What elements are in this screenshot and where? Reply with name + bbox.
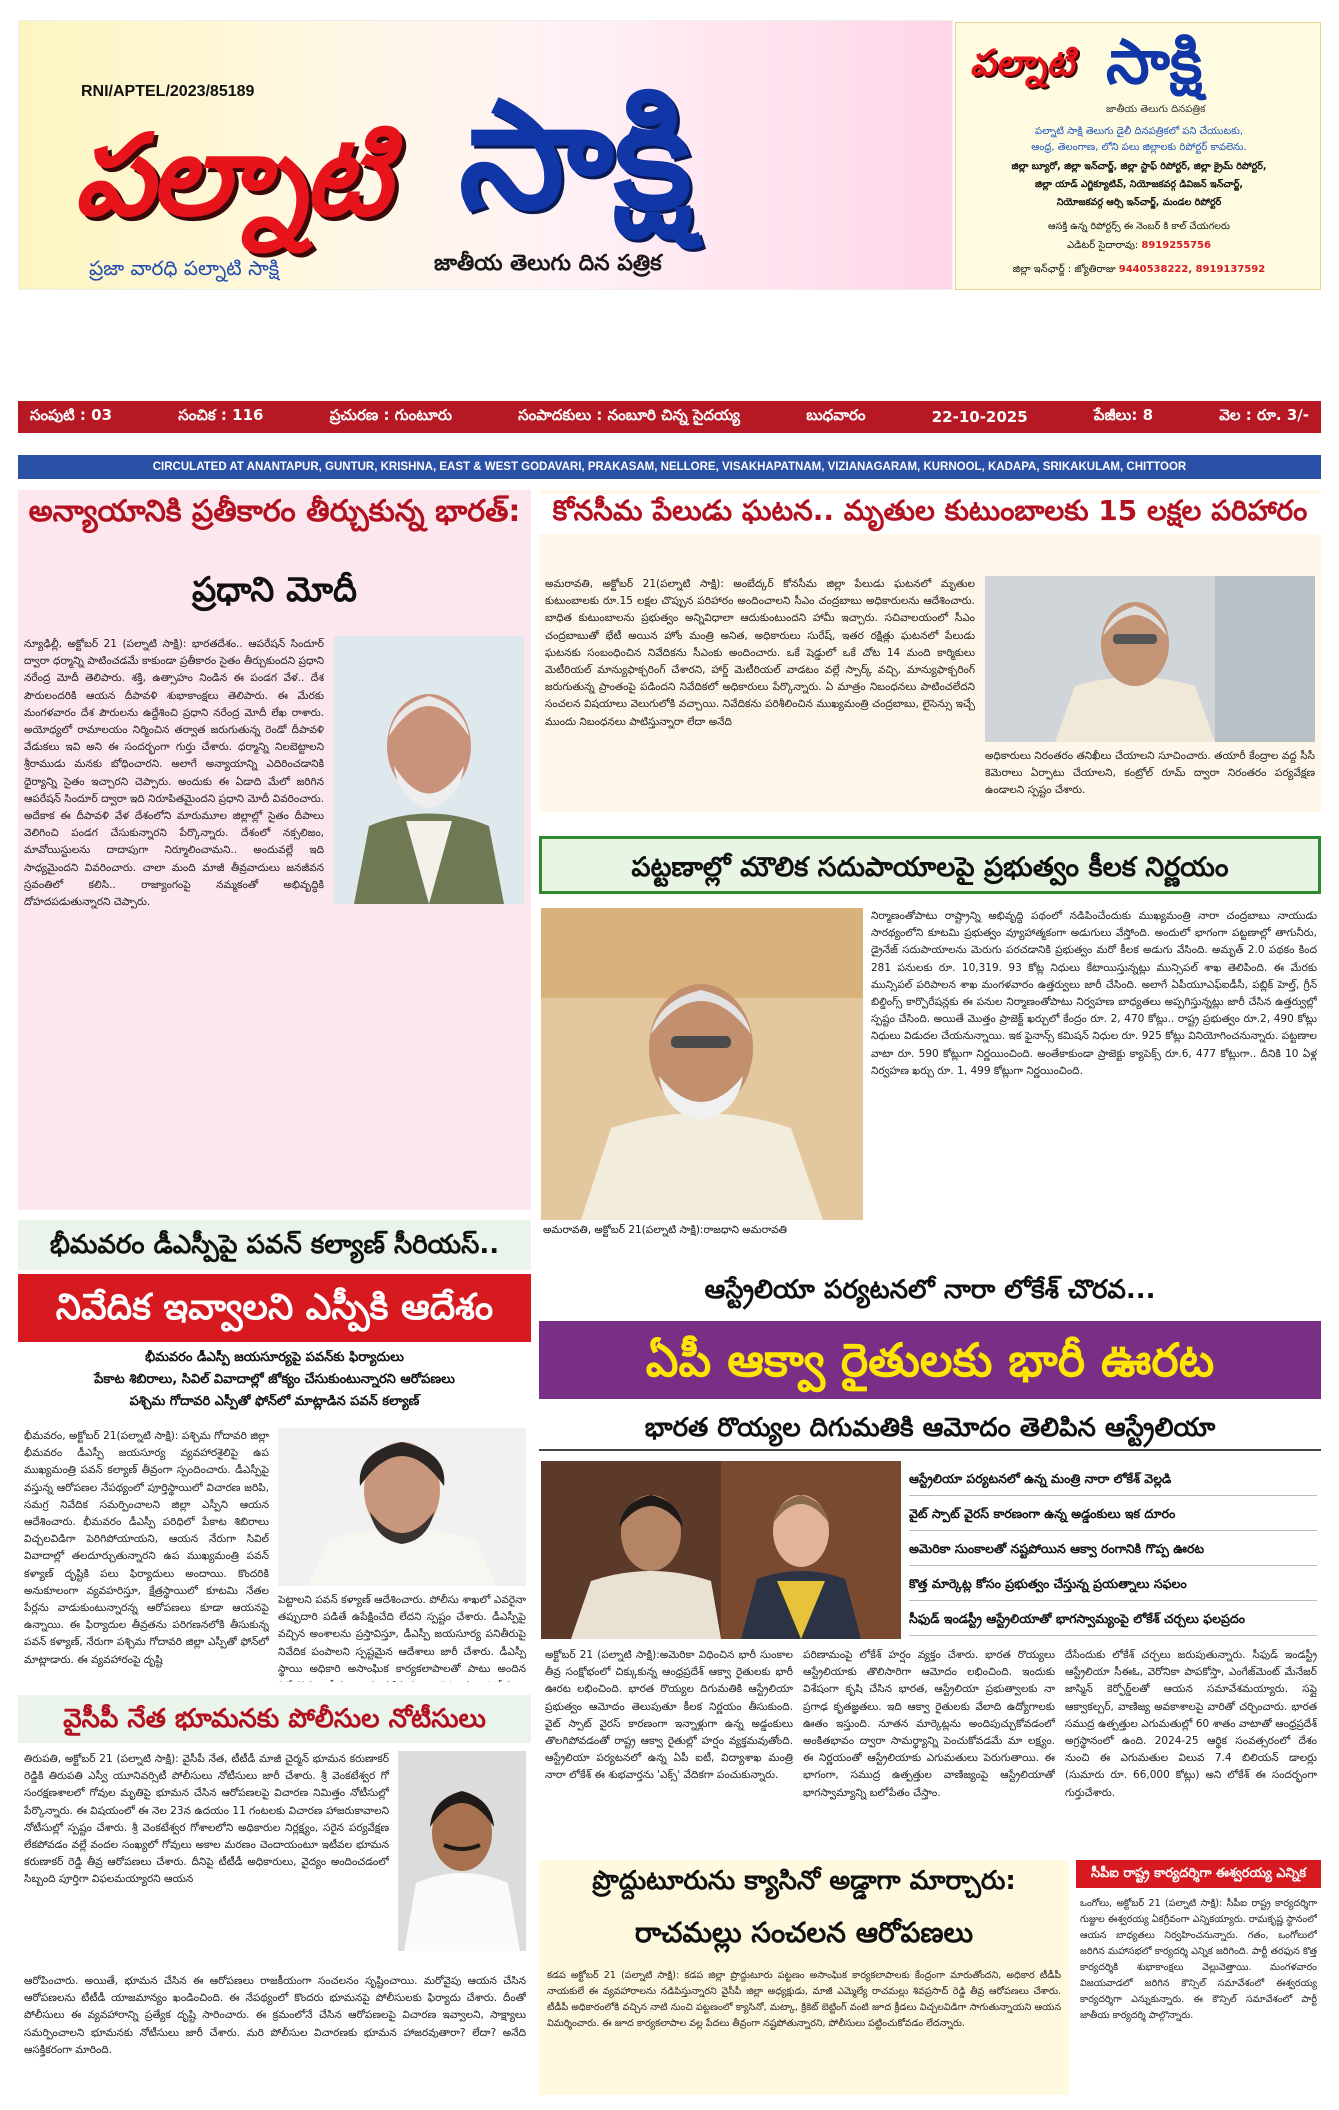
pawan-photo [278, 1428, 526, 1586]
info-bar [18, 401, 1321, 433]
ad-subtitle: జాతీయ తెలుగు దినపత్రిక [1106, 104, 1206, 115]
article-towns [539, 836, 1321, 1256]
bhumana-headline: వైసీపీ నేత భూమనకు పోలీసుల నోటీసులు [18, 1695, 531, 1743]
australia-bullet-3: అమెరికా సుంకాలతో నష్టపోయిన ఆక్వా రంగానికి గొప్ప ఊరట [909, 1541, 1317, 1566]
chandrababu-portrait-image [985, 576, 1315, 742]
pawan-headline-2: నివేదిక ఇవ్వాలని ఎస్పీకి ఆదేశం [18, 1274, 531, 1342]
bhumana-portrait-image [398, 1751, 526, 1951]
konaseema-headline: కోనసీమ పేలుడు ఘటన.. మృతుల కుటుంబాలకు 15 లక్షల పరిహారం [539, 494, 1321, 534]
info-place: ప్రచురణ : గుంటూరు [329, 406, 452, 424]
ad-line-3: జిల్లా బ్యూరో, జిల్లా ఇన్‌చార్జ్, జిల్లా స్టాఫ్ రిపోర్టర్, జిల్లా క్రైమ్ రిపోర్టర్, [1011, 161, 1267, 172]
cpi-headline: సీపీఐ రాష్ట్ర కార్యదర్శిగా ఈశ్వరయ్య ఎన్నిక [1076, 1860, 1321, 1888]
ad-line-1: పల్నాటి సాక్షి తెలుగు డైలీ దినపత్రికలో పని చేయుటకు, [1034, 126, 1244, 137]
article-pawan [18, 1220, 531, 1685]
info-date: 22-10-2025 [931, 408, 1028, 426]
chandrababu-speaking-image [541, 908, 863, 1220]
modi-portrait-image [334, 636, 524, 904]
proddatur-headline-1: ప్రొద్దుటూరును క్యాసినో అడ్డాగా మార్చారు: [592, 1866, 1016, 1896]
ad-line-2: ఆంధ్ర, తెలంగాణ, లోని పలు జిల్లాలకు రిపోర్టర్ కావలెను. [1031, 142, 1247, 153]
towns-headline: పట్టణాల్లో మౌలిక సదుపాయాలపై ప్రభుత్వం కీలక నిర్ణయం [539, 836, 1321, 894]
info-day: బుధవారం [806, 406, 866, 424]
australia-bullet-1: ఆస్ట్రేలియా పర్యటనలో ఉన్న మంత్రి నారా లోకేశ్ వెల్లడి [909, 1471, 1317, 1496]
australia-body-1: అక్టోబర్ 21 (పల్నాటి సాక్షి):అమెరికా విధించిన భారీ సుంకాల తీవ్ర సంక్షోభంలో చిక్కుకున్న ఆంధ్రప్రదేశ్ ఆక్వా రైతులకు భారీ ఊరట లభించింది. భారత రొయ్యల దిగుమతికి ఆస్ట్రేలియా ప్రభుత్వం ఆమోదం తెలుపుతూ కీలక నిర్ణయం తీసుకుంది. వైట్ స్పాట్ వైరస్ కారణంగా ఇన్నాళ్లుగా ఉన్న అడ్డంకులు తొలగిపోవడంతో రాష్ట్ర ఆక్వా రైతుల్లో హర్షం వ్యక్తమవుతోంది. ఆస్ట్రేలియా పర్యటనలో ఉన్న ఏపీ ఐటీ, విద్యాశాఖ మంత్రి నారా లోకేశ్ ఈ శుభవార్తను 'ఎక్స్' వేదికగా పంచుకున్నారు. [545, 1649, 793, 1782]
info-volume: సంపుటి : 03 [30, 406, 113, 424]
ad-incharge-label: జిల్లా ఇన్‌ఛార్జ్ : జ్యోతిరాజు [1012, 264, 1116, 275]
article-australia [539, 1275, 1321, 1845]
ad-incharge-phone: 9440538222, 8919137592 [1118, 264, 1266, 275]
article-proddatur [539, 1860, 1069, 2095]
pawan-kalyan-portrait-image [278, 1428, 526, 1586]
australia-headline: ఏపీ ఆక్వా రైతులకు భారీ ఊరట [539, 1321, 1321, 1399]
ad-title-palnati: పల్నాటి [970, 43, 1075, 84]
ad-editor-label: ఎడిటర్ సైదారావు: [1067, 240, 1139, 251]
masthead [18, 20, 953, 290]
towns-caption: అమరావతి, అక్టోబర్ 21(పల్నాటి సాక్షి):రాజధాని అమరావతి [543, 1224, 787, 1236]
modi-subhead: ప్రధాని మోదీ [191, 570, 358, 610]
article-cpi [1076, 1860, 1321, 2095]
pawan-body-1: భీమవరం, అక్టోబర్ 21(పల్నాటి సాక్షి): పశ్చిమ గోదావరి జిల్లా భీమవరం డీఎస్పీ జయసూర్య వ్యవహారశైలిపై ఉప ముఖ్యమంత్రి పవన్ కల్యాణ్ తీవ్రంగా స్పందించారు. డీఎస్పీపై వస్తున్న ఆరోపణల నేపథ్యంలో పూర్తిస్థాయిలో విచారణ జరిపి, సమగ్ర నివేదిక సమర్పించాలని జిల్లా ఎస్పీని ఆయన ఆదేశించారు. భీమవరం డీఎస్పీ పరిధిలో పేకాట శిబిరాలు విచ్చలవిడిగా పెరిగిపోయాయని, ఆయన నేరుగా సివిల్ వివాదాల్లో తలదూర్చుతున్నారని ఉప ముఖ్యమంత్రి పవన్ కళ్యాణ్ దృష్టికి పలు ఫిర్యాదులు అందాయి. కొందరికి అనుకూలంగా వ్యవహరిస్తూ, క్షేత్రస్థాయిలో కూటమి నేతల పేర్లను వాడుకుంటున్నారన్న ఆరోపణలు కూడా ఆయనపై ఉన్నాయి. ఈ ఫిర్యాదుల తీవ్రతను పరిగణనలోకి తీసుకున్న పవన్ కళ్యాణ్, నేరుగా పశ్చిమ గోదావరి జిల్లా ఎస్పీతో ఫోన్‌లో మాట్లాడారు. ఈ వ్యవహారంపై దృష్టి [24, 1430, 269, 1666]
bhumana-body-1: తిరుపతి, అక్టోబర్ 21 (పల్నాటి సాక్షి): వైసీపీ నేత, టీటీడీ మాజీ చైర్మన్ భూమన కరుణాకర్ రెడ్డికి తిరుపతి ఎస్వీ యూనివర్సిటీ పోలీసులు నోటీసులు జారీ చేశారు. శ్రీ వెంకటేశ్వర గో సంరక్షణశాలలో గోవుల మృతిపై భూమన చేసిన ఆరోపణలపై విచారణ నిమిత్తం నోటీసుల్లో పేర్కొన్నారు. ఈ విషయంలో ఈ నెల 23న ఉదయం 11 గంటలకు విచారణ హాజరుకావాలని నోటీసుల్లో స్పష్టం చేశారు. శ్రీ వెంకటేశ్వర గోశాలలోని అధికారుల నిర్లక్ష్యం, సరైన పర్యవేక్షణ లేకపోవడం వల్లే వందల సంఖ్యలో గోవులు అకాల మరణం చెందాయంటూ ఇటీవల భూమన కరుణాకర్ రెడ్డి తీవ్ర ఆరోపణలు చేశారు. దీనిపై టీటీడీ అధికారులు, వైద్యం అందించడంలో సిబ్బంది పూర్తిగా విఫలమయ్యారని ఆయన [24, 1753, 389, 1886]
ad-editor-row [964, 239, 1314, 253]
article-modi [18, 490, 531, 1210]
australia-body-3: దేసేందుకు లోకేశ్ చర్చలు జరుపుతున్నారు. సీఫుడ్ ఇండస్ట్రీ ఆస్ట్రేలియా సీఈఓ, వెరోనికా పాపకోస్తా, ఎంగేజ్‌మెంట్ మేనేజర్ జాస్మిన్ కెర్ఫోర్డ్‌లతో ఆయన సమావేశమయ్యారు. సప్లై ఆక్వాకల్చర్, వాణిజ్య అవకాశాలపై వారితో చర్చించారు. భారత సముద్ర ఉత్పత్తుల ఎగుమతుల్లో 60 శాతం వాటాతో ఆంధ్రప్రదేశ్ అగ్రస్థానంలో ఉంది. 2024-25 ఆర్థిక సంవత్సరంలో దేశం నుంచి ఈ ఎగుమతుల విలువ 7.4 బిలియన్ డాలర్లు (సుమారు రూ. 66,000 కోట్లు) అని లోకేశ్ ఈ సందర్భంగా గుర్తుచేశారు. [1065, 1649, 1317, 1799]
pawan-body-2: పెట్టాలని పవన్ కళ్యాణ్ ఆదేశించారు. పోలీసు శాఖలో ఎవరైనా తప్పుదారి పడితే ఉపేక్షించేది లేదని స్పష్టం చేశారు. డీఎస్పీపై వచ్చిన అంశాలను ప్రస్తావిస్తూ, డీఎస్పీ జయసూర్య పనితీరుపై నివేదిక పంపాలని స్పష్టమైన ఆదేశాలు జారీ చేశారు. డీఎస్పీ స్థాయి అధికారి అసాంఘిక కార్యకలాపాలతో పాటు అందిన [278, 1594, 526, 1675]
australia-bullet-5: సీఫుడ్ ఇండస్ట్రీ ఆస్ట్రేలియాతో భాగస్వామ్యంపై లోకేశ్ చర్చలు ఫలప్రదం [909, 1611, 1317, 1636]
article-konaseema [539, 490, 1321, 812]
modi-body: న్యూఢిల్లీ, అక్టోబర్ 21 (పల్నాటి సాక్షి): భారతదేశం.. ఆపరేషన్ సిందూర్ ద్వారా ధర్మాన్ని పాటించడమే కాకుండా ప్రతీకారం సైతం తీర్చుకుందని ప్రధాని నరేంద్ర మోదీ తెలిపారు. శక్తి, ఉత్సాహం నిండిన ఈ పండగ వేళ.. దేశ పౌరులందరికి ఆయన దీపావళి శుభాకాంక్షలు తెలిపారు. ఈ మేరకు మంగళవారం దేశ పౌరులను ఉద్దేశించి ప్రధాని నరేంద్ర మోదీ లేఖ రాశారు. అయోధ్యలో రామాలయం నిర్మించిన తర్వాత జరుగుతున్న రెండో దీపావళి వేడుకలు ఇవి అని ఈ సందర్భంగా గుర్తు చేశారు. ధర్మాన్ని నిలబెట్టాలని శ్రీరాముడు మనకు బోధించారని. అలాగే అన్యాయాన్ని ఎదిరించడానికి ధైర్యాన్ని సైతం ఇచ్చారని చెప్పారు. అందుకు ఈ ఏడాది మేలో జరిగిన ఆపరేషన్ సిందూర్ ద్వారా ఇది నిరూపితమైందని ప్రధాని మోదీ వివరించారు. అదేకాక ఈ దీపావళి వేళ దేశంలోని మారుమూల జిల్లాల్లో సైతం దీపాలు వెలిగించి పండగ చేసుకున్నారని పేర్కొన్నారు. దేశంలో నక్సలిజం, మావోయిస్టులను దాదాపుగా నిర్మూలించామని.. అందువల్లే ఇది సాధ్యమైందని వివరించారు. చాలా మంది మాజీ తీవ్రవాదులు జనజీవన స్రవంతిలో కలిసి.. రాజ్యాంగంపై నమ్మకంతో అభివృద్ధికి దోహదపడుతున్నారని చెప్పారు. [24, 638, 324, 909]
australia-body-2: పరిణామంపై లోకేశ్ హర్షం వ్యక్తం చేశారు. భారత రొయ్యలు ఆస్ట్రేలియాకు తొలిసారిగా ఆమోదం లభించింది. ఇందుకు విశేషంగా కృషి చేసిన భారత, ఆస్ట్రేలియా ప్రభుత్వాలకు నా ప్రగాఢ కృతజ్ఞతలు. ఇది ఆక్వా రైతులకు వేలాది ఉద్యోగాలకు ఊతం ఇస్తుంది. నూతన మార్కెట్లను అందిపుచ్చుకోవడంలో అంకితభావం ద్వారా సామర్థ్యాన్ని పెంచుకోవడమే మా లక్ష్యం. ఈ నిర్ణయంతో ఆస్ట్రేలియాకు ఎగుమతులు పెరుగుతాయి. ఈ భాగంగా, సముద్ర ఉత్పత్తుల వాణిజ్యంపై ఆస్ట్రేలియాతో భాగస్వామ్యాన్ని బలోపేతం చేస్తాం. [803, 1649, 1055, 1799]
masthead-title-palnati: పల్నాటి [74, 111, 387, 241]
masthead-title-sakshi: సాక్షి [459, 69, 692, 243]
ad-contact-note: ఆసక్తి ఉన్న రిపోర్టర్స్ ఈ నెంబర్ కి కాల్ చేయగలరు [1048, 221, 1230, 232]
circulation-bar: CIRCULATED AT ANANTAPUR, GUNTUR, KRISHNA, EAST & WEST GODAVARI, PRAKASAM, NELLORE, VISAKHAPATNAM, VIZIANAGARAM, KURNOOL, KADAPA, SRIKAKULAM, CHITTOOR [18, 455, 1321, 479]
ad-editor-phone: 8919255756 [1141, 240, 1211, 251]
ad-line-4: జిల్లా యాడ్ ఎగ్జిక్యూటివ్, నియోజకవర్గ డివిజన్ ఇన్‌చార్జ్, [1035, 179, 1243, 190]
info-pages: పేజీలు: 8 [1093, 406, 1154, 424]
lokesh-meeting-image [541, 1461, 901, 1639]
pawan-bullet-1: భీమవరం డీఎస్పీ జయసూర్యపై పవన్‌కు ఫిర్యాదులు [145, 1350, 404, 1365]
proddatur-body: కడప అక్టోబర్ 21 (పల్నాటి సాక్షి): కడప జిల్లా ప్రొద్దుటూరు పట్టణం అసాంఘిక కార్యకలాపాలకు కేంద్రంగా మారుతోందని, అధికార టీడీపీ నాయకులే ఈ వ్యవహారాలను నడిపిస్తున్నారని వైసీపీ జిల్లా అధ్యక్షుడు, మాజీ ఎమ్మెల్యే రాచమల్లు శివప్రసాద్ రెడ్డి తీవ్ర ఆరోపణలు చేశారు. టీడీపీ అధికారంలోకి వచ్చిన నాటి నుంచి పట్టణంలో క్యాసినో, మట్కా, క్రికెట్ బెట్టింగ్ వంటి జూద క్రీడలు విచ్చలవిడిగా సాగుతున్నాయని ఆయన విమర్శించారు. ఈ జూద కార్యకలాపాల వల్ల పేదలు తీవ్రంగా నష్టపోతున్నారని, పోలీసులు పట్టించుకోవడం లేదన్నారు. [547, 1970, 1061, 2029]
recruitment-ad [955, 22, 1321, 290]
article-bhumana [18, 1695, 531, 2095]
ad-line-5: నియోజకవర్గ ఆర్సి ఇన్‌చార్జ్, మండల రిపోర్టర్ [1056, 197, 1222, 208]
bhumana-body-2: ఆరోపించారు. అయితే, భూమన చేసిన ఈ ఆరోపణలు రాజకీయంగా సంచలనం సృష్టించాయి. మరోవైపు ఆయన చేసిన ఆరోపణలను టీటీడీ యాజమాన్యం ఖండించింది. ఈ నేపథ్యంలో కొందరు భూమనపై పోలీసులకు ఫిర్యాదు చేశారు. దీంతో పోలీసులు ఈ వ్యవహారాన్ని ప్రత్యేక దృష్టి సారించారు. ఈ క్రమంలోనే చేసిన ఆరోపణలపై విచారణ ఇవ్వాలని, సాక్ష్యాలు సమర్పించాలని భూమనకు నోటీసులు జారీ చేశారు. మరి పోలీసుల విచారణకు భూమన హాజరవుతారా? లేదా? అనేది ఆసక్తికరంగా మారింది. [24, 1975, 526, 2056]
ad-incharge-row [964, 263, 1314, 277]
pawan-bullet-2: పేకాట శిబిరాలు, సివిల్ వివాదాల్లో జోక్యం చేసుకుంటున్నారని ఆరోపణలు [94, 1372, 455, 1387]
australia-bullet-2: వైట్ స్పాట్ వైరస్ కారణంగా ఉన్న అడ్డంకులు ఇక దూరం [909, 1506, 1317, 1531]
modi-headline: అన్యాయానికి ప్రతీకారం తీర్చుకున్న భారత్: [28, 494, 521, 529]
towns-body: నిర్మాణంతోపాటు రాష్ట్రాన్ని అభివృద్ధి పథంలో నడిపించేందుకు ముఖ్యమంత్రి నారా చంద్రబాబు నాయుడు సారథ్యంలోని కూటమి ప్రభుత్వం వ్యూహాత్మకంగా అడుగులు వేస్తోంది. అందులో భాగంగా పట్టణాల్లో తాగునీరు, డ్రైనేజ్ సదుపాయాలను మెరుగు పరచడానికి ప్రభుత్వం మరో కీలక అడుగు వేసింది. అమృత్ 2.0 పథకం కింద 281 పనులకు రూ. 10,319. 93 కోట్ల నిధులు కేటాయిస్తున్నట్లు మున్సిపల్ శాఖ తెలిపింది. ఈ మేరకు మున్సిపల్ పరిపాలన శాఖ మంగళవారం ఉత్తర్వులు జారీ చేసింది. అలాగే ఏపీయూఎఫ్‌ఐడీసీ, పబ్లిక్ హెల్త్, గ్రీన్ బిల్డింగ్స్ కార్పొరేషన్లకు ఈ పనుల నిర్మాణంతోపాటు నిర్వహణ బాధ్యతలు అప్పగిస్తున్నట్లు జారీ చేసిన ఉత్తర్వుల్లో స్పష్టం చేసింది. అయితే మొత్తం ప్రాజెక్ట్ ఖర్చులో కేంద్రం రూ. 2, 470 కోట్లు.. రాష్ట్ర ప్రభుత్వం రూ.2, 490 కోట్లు నిధులు విడుదల చేయనున్నాయి. ఇక ఫైనాన్స్ కమిషన్ నిధుల రూ. 925 కోట్లు వినియోగించనున్నారు. పట్టణాల వాటా రూ. 590 కోట్లుగా నిర్ణయించింది. అంతేకాకుండా ప్రాజెక్టు క్యాపెక్స్ రూ.6, 477 కోట్లుగా.. దీనికి 10 ఏళ్ల నిర్వహణ ఖర్చు రూ. 1, 499 కోట్లుగా నిర్ణయించింది. [871, 910, 1317, 1077]
reg-number: RNI/APTEL/2023/85189 [81, 83, 255, 100]
info-editor: సంపాదకులు : నంబూరి చిన్న సైదయ్య [518, 406, 740, 424]
australia-subhead: భారత రొయ్యల దిగుమతికి ఆమోదం తెలిపిన ఆస్ట్రేలియా [539, 1405, 1321, 1451]
australia-kicker: ఆస్ట్రేలియా పర్యటనలో నారా లోకేశ్ చొరవ... [704, 1275, 1156, 1305]
konaseema-body-2: అధికారులు నిరంతరం తనిఖీలు చేయాలని సూచించారు. తయారీ కేంద్రాల వద్ద సీసీ కెమెరాలు ఏర్పాటు చేయాలని, కంట్రోల్ రూమ్ ద్వారా నిరంతరం పర్యవేక్షణ ఉండాలని స్పష్టం చేశారు. [985, 750, 1315, 797]
towns-photo [541, 908, 863, 1220]
pawan-bullet-3: పశ్చిమ గోదావరి ఎస్పీతో ఫోన్‌లో మాట్లాడిన పవన్ కల్యాణ్ [129, 1394, 420, 1409]
australia-bullet-4: కొత్త మార్కెట్ల కోసం ప్రభుత్వం చేస్తున్న ప్రయత్నాలు సఫలం [909, 1576, 1317, 1601]
info-price: వెల : రూ. 3/- [1219, 406, 1309, 424]
australia-photo [541, 1461, 901, 1639]
modi-body-continued-spacer [334, 910, 524, 1200]
modi-photo [334, 636, 524, 904]
konaseema-body: అమరావతి, అక్టోబర్ 21(పల్నాటి సాక్షి): అంబేద్కర్ కోనసీమ జిల్లా పేలుడు ఘటనలో మృతుల కుటుంబాలకు రూ.15 లక్షల చొప్పున పరిహారం అందించాలని సీఎం చంద్రబాబు అధికారులను ఆదేశించారు. బాధిత కుటుంబాలను ప్రభుత్వం అన్నివిధాలా ఆదుకుంటుందని హామీ ఇచ్చారు. సచివాలయంలో సీఎం చంద్రబాబుతో భేటీ అయిన హోం మంత్రి అనిత, అధికారులు సురేష్, ఇతర రక్షిత్లు ఘటనలో పేలుడు ఘటనకు సంబంధించిన నివేదికను సీఎంకు అందించారు. ఒకే షెడ్డులో ఒకే చోట 14 మంది కార్మికులు మెటీరియల్ మాన్యుఫాక్చరింగ్ చేశారని, హార్డ్ మెటీరియల్ వాడటం వల్లే స్పార్క్ వచ్చి, మాన్యుఫాక్చరింగ్ జరుగుతున్న ప్రాంతంపై పడిందని నివేదికలో అధికారులు పేర్కొన్నారు. ఏ మాత్రం నిబంధనలు పాటించలేదని సంచలన విషయాలు వెలుగులోకి వచ్చాయి. నివేదికను పరిశీలించిన ముఖ్యమంత్రి చంద్రబాబు, లైసెన్సు ఇచ్చే ముందు నిబంధనలు పాటిస్తున్నారా లేదా అనేది [545, 578, 975, 728]
cpi-body: ఒంగోలు, అక్టోబర్ 21 (పల్నాటి సాక్షి): సీపీఐ రాష్ట్ర కార్యదర్శిగా గుజ్జుల ఈశ్వరయ్య ఏకగ్రీవంగా ఎన్నికయ్యారు. రామకృష్ణ స్థానంలో ఆయన బాధ్యతలు నిర్వహించనున్నారు. గతం, ఒంగోలులో జరిగిన మహాసభలో కార్యదర్శి ఎన్నిక జరిగింది. పార్టీ తరఫున కొత్త కార్యదర్శికి శుభాకాంక్షలు వెల్లువెత్తాయి. మంగళవారం విజయవాడలో జరిగిన కౌన్సిల్ సమావేశంలో ఈశ్వరయ్య కార్యదర్శిగా ఎన్నుకున్నారు. ఈ కౌన్సిల్ సమావేశంలో పార్టీ జాతీయ కార్యదర్శి పాల్గొన్నారు. [1080, 1898, 1317, 2021]
info-issue: సంచిక : 116 [178, 406, 264, 424]
tagline-right: జాతీయ తెలుగు దిన పత్రిక [434, 251, 662, 276]
ad-title-sakshi: సాక్షి [1106, 25, 1203, 98]
pawan-headline-1: భీమవరం డీఎస్పీపై పవన్ కల్యాణ్ సీరియస్.. [18, 1220, 531, 1270]
bhumana-photo [398, 1751, 526, 1951]
konaseema-photo [985, 576, 1315, 742]
tagline-left: ప్రజా వారధి పల్నాటి సాక్షి [89, 256, 280, 280]
proddatur-headline-2: రాచమల్లు సంచలన ఆరోపణలు [634, 1916, 974, 1949]
